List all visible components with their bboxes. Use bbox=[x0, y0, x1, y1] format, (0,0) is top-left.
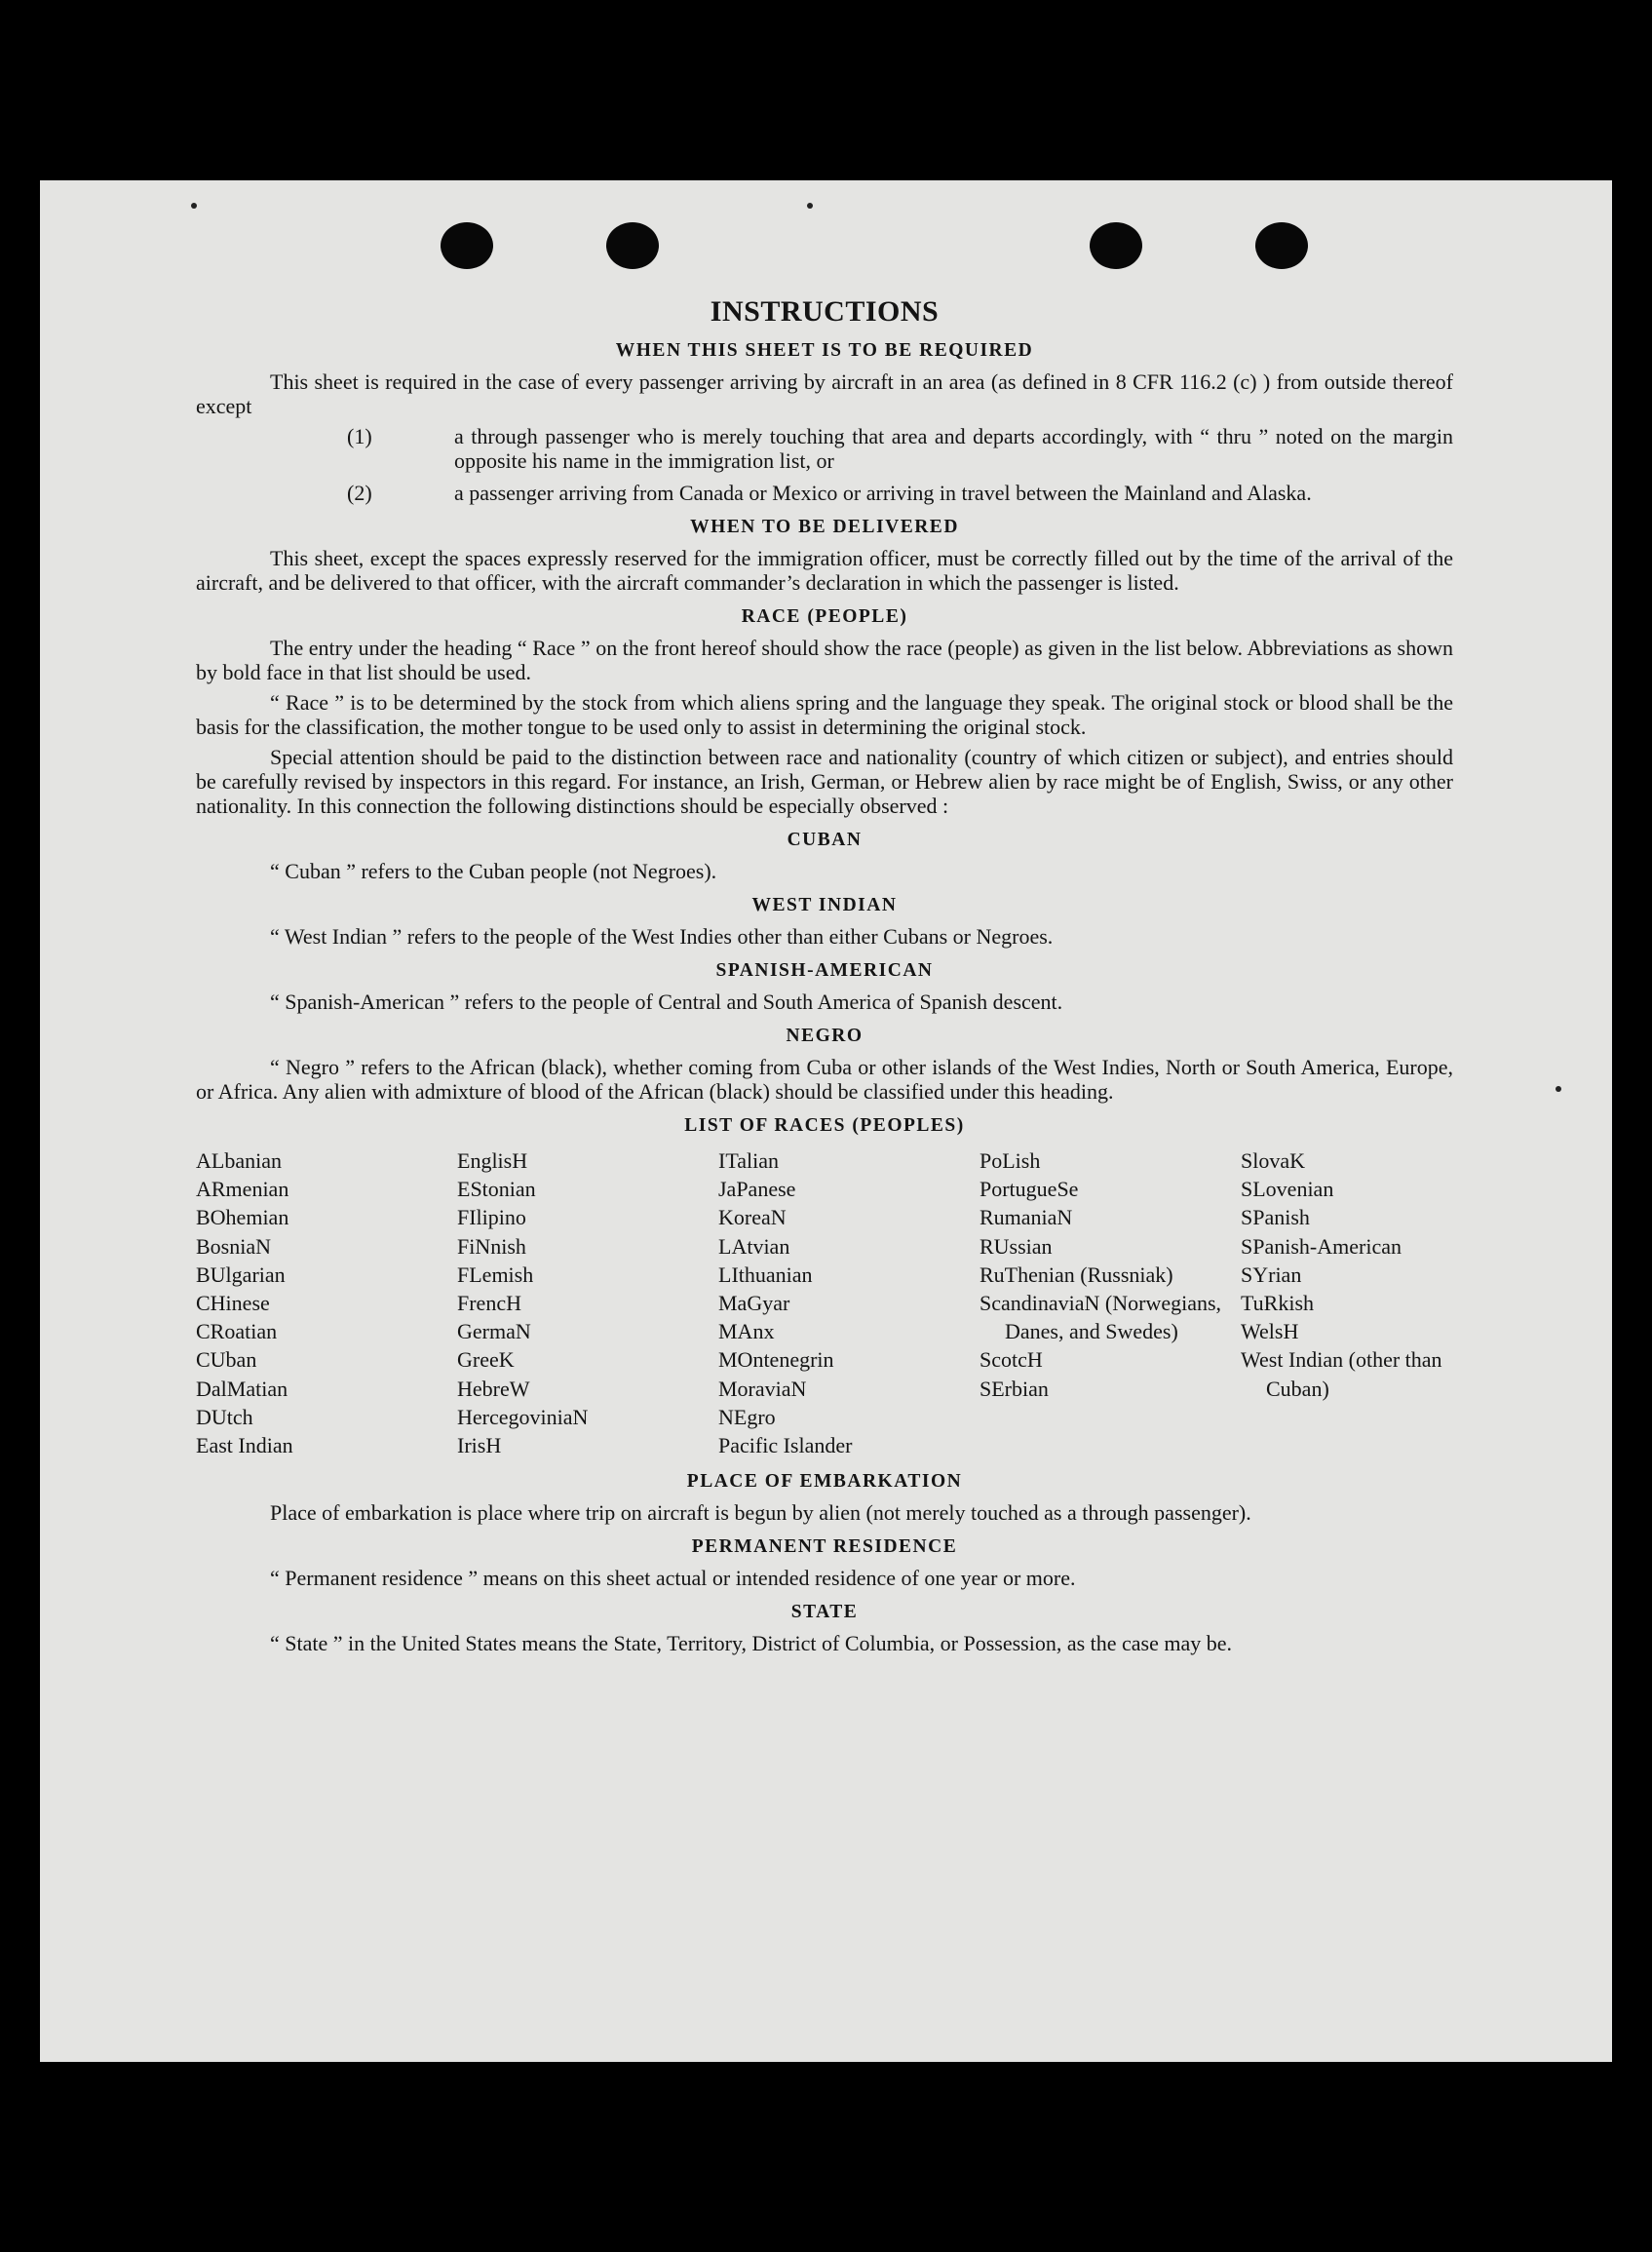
list-text: a passenger arriving from Canada or Mexico or arriving in travel between the Mainland and Alaska. bbox=[454, 481, 1312, 505]
race-entry: RuThenian (Russniak) bbox=[980, 1262, 1173, 1287]
race-entry: East Indian bbox=[196, 1433, 293, 1458]
race-entry: PortugueSe bbox=[980, 1177, 1079, 1202]
race-entry: NEgro bbox=[718, 1404, 776, 1429]
race-entry: WelsH bbox=[1241, 1319, 1299, 1344]
races-column bbox=[457, 1146, 718, 1459]
speck bbox=[1556, 1086, 1561, 1092]
exception-list bbox=[196, 424, 1453, 505]
paragraph: “ Negro ” refers to the African (black), whether coming from Cuba or other islands of the West Indies, North or South America, Europe, or Africa. Any alien with admixture of blood of the African (black) should be classified under this heading. bbox=[196, 1055, 1453, 1104]
race-entry: FIlipino bbox=[457, 1205, 526, 1230]
races-grid bbox=[196, 1146, 1453, 1459]
race-entry: SErbian bbox=[980, 1376, 1049, 1401]
race-entry: SLovenian bbox=[1241, 1177, 1334, 1202]
race-entry: SPanish bbox=[1241, 1205, 1310, 1230]
races-column bbox=[196, 1146, 457, 1459]
paragraph: Special attention should be paid to the distinction between race and nationality (country of which citizen or subject), and entries should be carefully revised by inspectors in this regard. For instance, an Irish, German, or Hebrew alien by race might be of English, Swiss, or any other nationality. In this connection the following distinctions should be especially observed : bbox=[196, 745, 1453, 818]
race-entry: MOntenegrin bbox=[718, 1347, 834, 1373]
race-entry: RumaniaN bbox=[980, 1205, 1073, 1230]
race-entry: BOhemian bbox=[196, 1205, 289, 1230]
race-entry: TuRkish bbox=[1241, 1291, 1315, 1316]
punch-hole bbox=[1090, 222, 1142, 269]
race-entry: LAtvian bbox=[718, 1233, 790, 1259]
race-entry: RUssian bbox=[980, 1233, 1053, 1259]
page-title: INSTRUCTIONS bbox=[710, 295, 940, 328]
paragraph: The entry under the heading “ Race ” on the front hereof should show the race (people) as given in the list below. Abbreviations as shown by bold face in that list should be used. bbox=[196, 636, 1453, 684]
paragraph: “ Permanent residence ” means on this sheet actual or intended residence of one year or more. bbox=[270, 1566, 1076, 1591]
race-entry: ALbanian bbox=[196, 1148, 282, 1173]
races-column bbox=[980, 1146, 1241, 1459]
race-entry: ScotcH bbox=[980, 1347, 1043, 1373]
race-entry: FrencH bbox=[457, 1291, 521, 1316]
race-entry: SPanish-American bbox=[1241, 1233, 1402, 1259]
section-heading: WHEN TO BE DELIVERED bbox=[690, 517, 959, 537]
race-entry: HebreW bbox=[457, 1376, 530, 1401]
section-heading: SPANISH-AMERICAN bbox=[715, 960, 934, 981]
section-heading: RACE (PEOPLE) bbox=[741, 606, 908, 627]
paragraph: Place of embarkation is place where trip on aircraft is begun by alien (not merely touched as a through passenger). bbox=[270, 1500, 1251, 1526]
section-heading: STATE bbox=[790, 1602, 859, 1623]
race-entry: FLemish bbox=[457, 1262, 534, 1287]
section-heading: NEGRO bbox=[786, 1026, 864, 1046]
race-entry: EnglisH bbox=[457, 1148, 528, 1173]
race-entry: JaPanese bbox=[718, 1177, 796, 1202]
list-text: a through passenger who is merely touching that area and departs accordingly, with “ thru ” noted on the margin opposite his name in the immigration list, or bbox=[454, 424, 1453, 473]
paragraph: “ Spanish-American ” refers to the people of Central and South America of Spanish descent. bbox=[270, 990, 1063, 1014]
list-item bbox=[196, 481, 1453, 505]
punch-hole bbox=[441, 222, 493, 269]
race-entry: MAnx bbox=[718, 1319, 775, 1344]
section-heading: WEST INDIAN bbox=[751, 895, 898, 915]
race-entry: MaGyar bbox=[718, 1291, 790, 1316]
paragraph: “ West Indian ” refers to the people of the West Indies other than either Cubans or Negroes. bbox=[270, 924, 1054, 949]
section-heading: PLACE OF EMBARKATION bbox=[686, 1471, 963, 1493]
race-entry: MoraviaN bbox=[718, 1376, 807, 1401]
section-heading: PERMANENT RESIDENCE bbox=[691, 1536, 958, 1558]
race-entry: CRoatian bbox=[196, 1319, 278, 1344]
list-number: (2) bbox=[347, 481, 372, 505]
race-entry: ITalian bbox=[718, 1148, 779, 1173]
race-entry: EStonian bbox=[457, 1177, 536, 1202]
race-entry: LIthuanian bbox=[718, 1262, 813, 1287]
race-entry: ScandinaviaN (Norwegians, Danes, and Swedes) bbox=[980, 1291, 1222, 1344]
race-entry: IrisH bbox=[457, 1433, 502, 1458]
race-entry: BUlgarian bbox=[196, 1262, 286, 1287]
list-item bbox=[196, 424, 1453, 473]
race-entry: FiNnish bbox=[457, 1233, 526, 1259]
section-heading: CUBAN bbox=[787, 830, 863, 850]
instructions-content bbox=[196, 295, 1453, 1661]
race-entry: KoreaN bbox=[718, 1205, 787, 1230]
race-entry: HercegoviniaN bbox=[457, 1404, 589, 1429]
list-number: (1) bbox=[347, 424, 372, 448]
speck bbox=[191, 203, 197, 209]
races-column bbox=[718, 1146, 980, 1459]
race-entry: DUtch bbox=[196, 1404, 253, 1429]
race-entry: CUban bbox=[196, 1347, 257, 1373]
paragraph: “ Race ” is to be determined by the stock from which aliens spring and the language they speak. The original stock or blood shall be the basis for the classification, the mother tongue to be used only to assist in determining the original stock. bbox=[196, 690, 1453, 739]
paragraph: This sheet is required in the case of every passenger arriving by aircraft in an area (as defined in 8 CFR 116.2 (c) ) from outside thereof except bbox=[196, 369, 1453, 418]
section-heading: WHEN THIS SHEET IS TO BE REQUIRED bbox=[615, 340, 1034, 361]
race-entry: West Indian (other than Cuban) bbox=[1241, 1347, 1442, 1401]
speck bbox=[807, 203, 813, 209]
paragraph: “ State ” in the United States means the State, Territory, District of Columbia, or Possession, as the case may be. bbox=[270, 1631, 1233, 1656]
race-entry: SlovaK bbox=[1241, 1148, 1305, 1173]
races-heading: LIST OF RACES (PEOPLES) bbox=[684, 1115, 965, 1136]
punch-hole bbox=[1255, 222, 1308, 269]
race-entry: PoLish bbox=[980, 1148, 1041, 1173]
races-column bbox=[1241, 1146, 1453, 1459]
paragraph: This sheet, except the spaces expressly reserved for the immigration officer, must be correctly filled out by the time of the arrival of the aircraft, and be delivered to that officer, with the aircraft commander’s declaration in which the passenger is listed. bbox=[196, 546, 1453, 595]
punch-hole bbox=[606, 222, 659, 269]
race-entry: Pacific Islander bbox=[718, 1433, 853, 1458]
race-entry: CHinese bbox=[196, 1291, 270, 1316]
race-entry: SYrian bbox=[1241, 1262, 1302, 1287]
race-entry: GreeK bbox=[457, 1347, 515, 1373]
race-entry: BosniaN bbox=[196, 1233, 271, 1259]
paragraph: “ Cuban ” refers to the Cuban people (not Negroes). bbox=[270, 859, 717, 883]
race-entry: ARmenian bbox=[196, 1177, 289, 1202]
race-entry: DalMatian bbox=[196, 1376, 288, 1401]
race-entry: GermaN bbox=[457, 1319, 531, 1344]
